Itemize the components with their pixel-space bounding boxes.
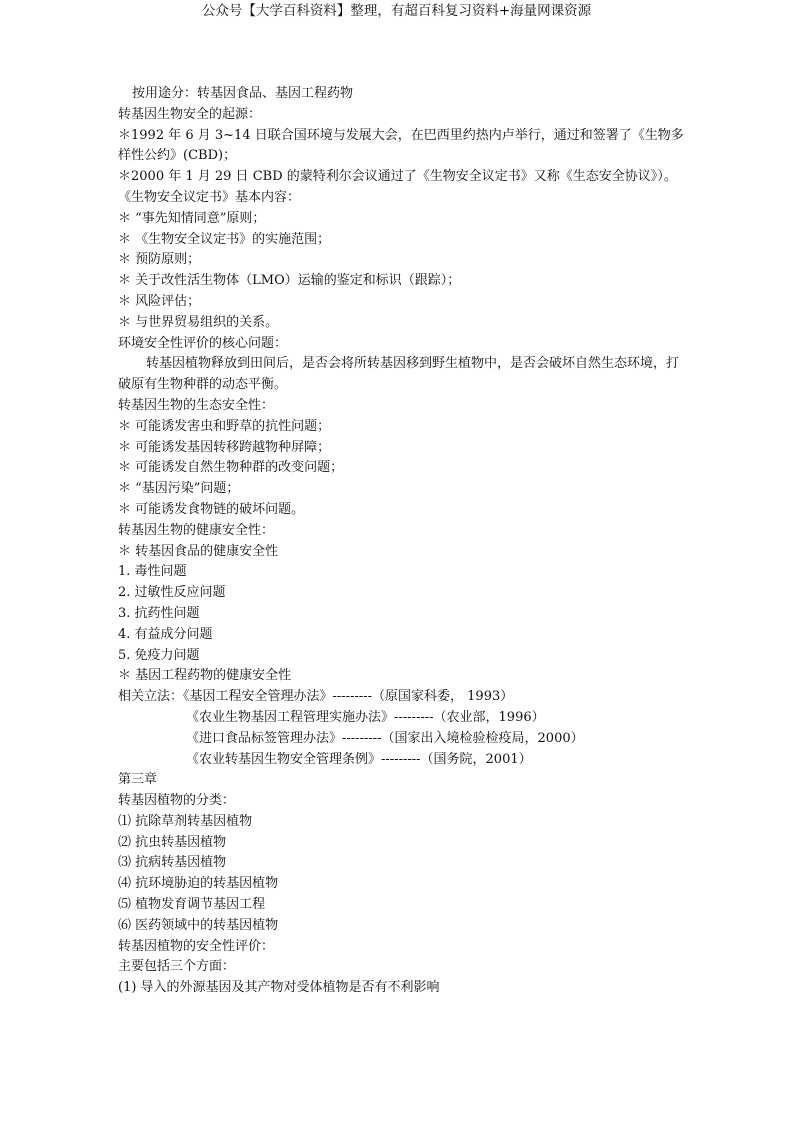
- list-item: ＊ “事先知情同意”原则；: [118, 210, 266, 226]
- list-item: ＊ 与世界贸易组织的关系。: [118, 314, 279, 330]
- numbered-item: ⑶ 抗病转基因植物: [118, 855, 227, 871]
- numbered-item: 4. 有益成分问题: [118, 626, 213, 642]
- numbered-item: ⑵ 抗虫转基因植物: [118, 834, 227, 850]
- section-heading: 《生物安全议定书》基本内容：: [118, 189, 301, 205]
- legislation-line: 《进口食品标签管理办法》---------（国家出入境检验检疫局，2000）: [186, 730, 584, 746]
- legislation-line: 《农业生物基因工程管理实施办法》---------（农业部，1996）: [186, 709, 545, 725]
- list-item: ＊ 基因工程药物的健康安全性: [118, 668, 292, 684]
- text-line: ＊2000 年 1 月 29 日 CBD 的蒙特利尔会议通过了《生物安全议定书》又称《生态安全协议》）。: [118, 169, 677, 185]
- list-item: ＊ 可能诱发食物链的破坏问题。: [118, 501, 305, 517]
- section-heading: 转基因植物的安全性评价：: [118, 938, 275, 954]
- list-item: ＊ 可能诱发自然生物种群的改变问题；: [118, 460, 344, 476]
- numbered-item: 5. 免疫力问题: [118, 647, 200, 663]
- list-item: ＊ 风险评估；: [118, 293, 201, 309]
- list-item: ＊ 可能诱发基因转移跨越物种屏障；: [118, 439, 331, 455]
- page-header: 公众号【大学百科资料】整理，有超百科复习资料+海量网课资源: [201, 3, 592, 19]
- numbered-item: 3. 抗药性问题: [118, 605, 200, 621]
- text-line: 按用途分：转基因食品、基因工程药物: [132, 86, 354, 101]
- text-paragraph: 转基因植物释放到田间后，是否会将所转基因移到野生植物中，是否会破坏自然生态环境，打破原有生物种群的动态平衡。: [118, 356, 680, 393]
- text-paragraph: ＊1992 年 6 月 3~14 日联合国环境与发展大会，在巴西里约热内卢举行，通过和签署了《生物多样性公约》(CBD)；: [118, 127, 684, 164]
- numbered-item: ⑷ 抗环境胁迫的转基因植物: [118, 876, 279, 892]
- numbered-item: 1. 毒性问题: [118, 564, 187, 580]
- list-item: ＊ 可能诱发害虫和野草的抗性问题；: [118, 418, 331, 434]
- numbered-item: ⑸ 植物发育调节基因工程: [118, 897, 266, 913]
- section-heading: 转基因生物的生态安全性：: [118, 397, 275, 413]
- list-item: ＊ 《生物安全议定书》的实施范围；: [118, 231, 331, 247]
- text-line: 主要包括三个方面：: [118, 959, 236, 975]
- legislation-line: 相关立法：《基因工程安全管理办法》---------（原国家科委， 1993）: [118, 689, 514, 705]
- numbered-item: ⑹ 医药领域中的转基因植物: [118, 917, 279, 933]
- list-item: ＊ 转基因食品的健康安全性: [118, 543, 279, 559]
- numbered-item: (1) 导入的外源基因及其产物对受体植物是否有不利影响: [118, 980, 440, 996]
- numbered-item: ⑴ 抗除草剂转基因植物: [118, 813, 253, 829]
- section-heading: 转基因生物的健康安全性：: [118, 522, 275, 538]
- list-item: ＊ 关于改性活生物体（LMO）运输的鉴定和标识（跟踪）；: [118, 273, 461, 289]
- chapter-heading: 第三章: [118, 772, 158, 788]
- numbered-item: 2. 过敏性反应问题: [118, 585, 226, 601]
- section-heading: 转基因生物安全的起源：: [118, 106, 262, 122]
- document-body: [118, 84, 688, 999]
- legislation-line: 《农业转基因生物安全管理条例》---------（国务院，2001）: [186, 751, 532, 767]
- list-item: ＊ “基因污染”问题；: [118, 481, 240, 497]
- section-heading: 环境安全性评价的核心问题：: [118, 335, 288, 351]
- list-item: ＊ 预防原则；: [118, 252, 201, 268]
- section-heading: 转基因植物的分类：: [118, 793, 236, 809]
